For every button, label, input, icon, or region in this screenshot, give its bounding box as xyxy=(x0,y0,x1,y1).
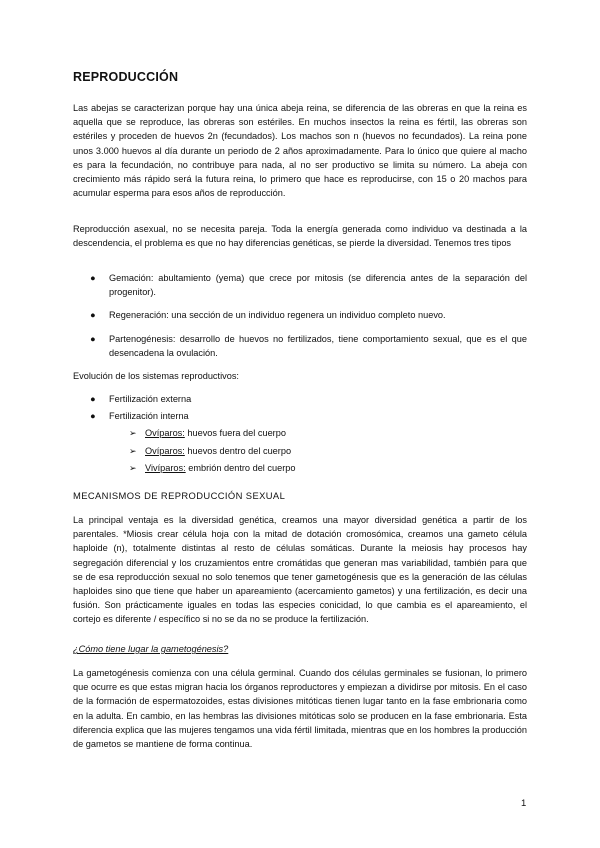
bullet-icon: ● xyxy=(90,273,96,283)
bullet-icon: ● xyxy=(90,411,96,422)
page-number: 1 xyxy=(521,798,527,809)
bullet-icon: ● xyxy=(90,394,96,404)
fertilization-list xyxy=(73,392,527,475)
bees-paragraph: Las abejas se caracterizan porque hay una única abeja reina, se diferencia de las obreras en que la reina es aquella que se reproduce, las obreras son estériles. En muchos insectos la reina es fértil, las obreras son estériles y proceden de huevos 2n (fecundados). Los machos son n (huevos no fecundados). La reina pone unos 3.000 huevos al día durante un periodo de 2 años aproximadamente. Para lo único que quiere al macho es para la fecundación, no contribuye para nada, al no ser productivo se limita su número. La abeja con crecimiento más rápido será la futura reina, lo primero que hace es reproducirse, con 15 o 20 machos para acumular esperma para esos años de reproducción. xyxy=(73,103,527,199)
list-item: ● Gemación: abultamiento (yema) que crece por mitosis (se diferencia antes de la separación del progenitor). xyxy=(90,273,527,298)
gametogenesis-question: ¿Cómo tiene lugar la gametogénesis? xyxy=(73,644,229,654)
list-item: ➢ Ovíparos: huevos fuera del cuerpo xyxy=(73,426,527,440)
gametogenesis-paragraph: La gametogénesis comienza con una célula germinal. Cuando dos células germinales se fusionan, lo primero que ocurre es que estas migran hacia los órganos reproductores y empiezan a dividirse por mitosis. En el caso de la formación de espermatozoides, estas divisiones mitóticas tienen lugar tanto en la fase embrionaria como en la adulta. En cambio, en las hembras las divisiones mitóticas solo se producen en la fase embrionaria. Esta diferencia explica que las mujeres tengamos una vida fértil limitada, mientras que en los hombres la producción de gametos se mantiene de forma continua. xyxy=(73,668,527,750)
section-heading: MECANISMOS DE REPRODUCCIÓN SEXUAL xyxy=(73,490,286,501)
list-item: ● Partenogénesis: desarrollo de huevos no fertilizados, tiene comportamiento sexual, que es el que desencadena la ovulación. xyxy=(90,333,527,358)
bullet-icon: ● xyxy=(90,310,96,321)
asexual-paragraph: Reproducción asexual, no se necesita pareja. Toda la energía generada como individuo va destinada a la descendencia, el problema es que no hay diferencias genéticas, se pierde la diversidad. Tenemos tres tipos xyxy=(73,224,527,249)
list-item: ● Fertilización externa xyxy=(73,392,527,406)
list-item: ➢ Ovíparos: huevos dentro del cuerpo xyxy=(73,444,527,458)
bullet-icon: ● xyxy=(90,333,96,344)
list-item: ➢ Vivíparos: embrión dentro del cuerpo xyxy=(73,461,527,475)
arrow-bullet-icon: ➢ xyxy=(129,428,137,439)
arrow-bullet-icon: ➢ xyxy=(129,462,137,473)
evolution-heading: Evolución de los sistemas reproductivos: xyxy=(73,371,239,381)
sexual-mechanisms-paragraph: La principal ventaja es la diversidad genética, creamos una mayor diversidad genética a partir de los parentales. *Miosis crear célula hoja con la mitad de dotación cromosómica, creamos una gameto célula haploide (n), totalmente distintas al resto de células somáticas. Durante la meiosis hay procesos hay segregación diferencial y los cruzamientos entre cromátidas que generan mas variabilidad, también para que se de esa reproducción sexual no solo tenemos que tener gametogénesis que es la generación de las células haploides sino que tiene que haber un apareamiento (acercamiento gametos) y una fertilización, es decir una fusión. Son prácticamente iguales en todas las especies conicidad, lo que cambia es el apareamiento, el cortejo es diferente / específico si no se da no se produce la fertilización. xyxy=(73,515,527,625)
list-item: ● Regeneración: una sección de un individuo regenera un individuo completo nuevo. xyxy=(73,308,527,322)
asexual-types-list xyxy=(73,271,527,360)
arrow-bullet-icon: ➢ xyxy=(129,445,137,456)
list-item: ● Fertilización interna xyxy=(73,409,527,423)
page-title: REPRODUCCIÓN xyxy=(73,70,179,84)
